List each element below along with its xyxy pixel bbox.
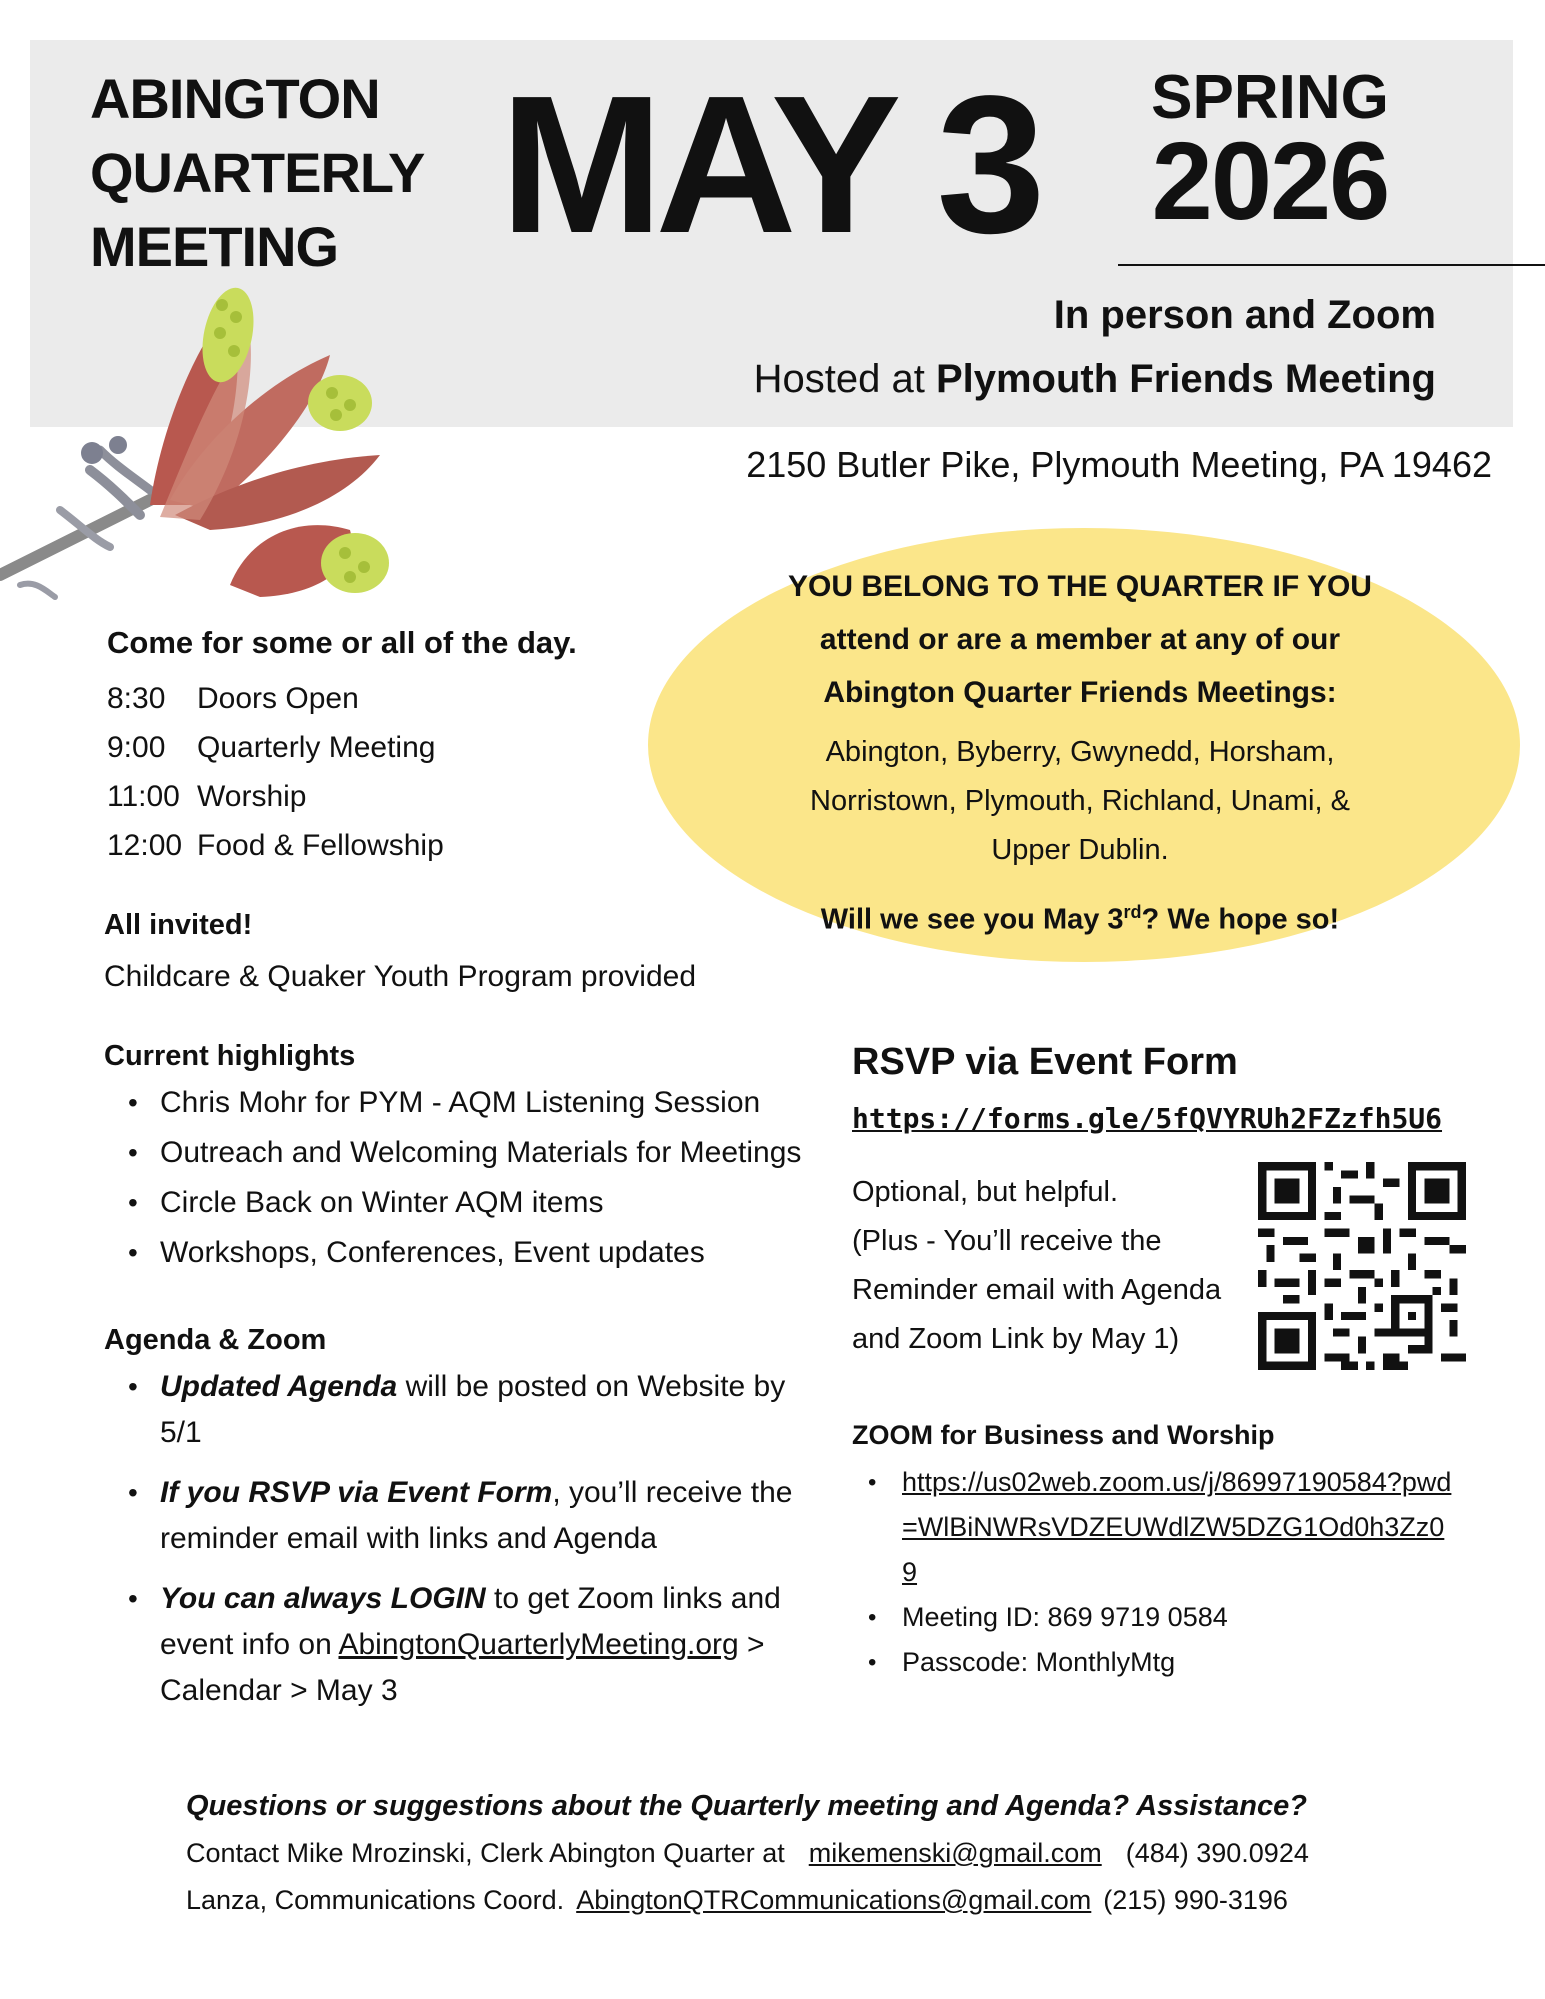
rsvp-form-link[interactable]: https://forms.gle/5fQVYRUh2FZzfh5U6 xyxy=(852,1102,1443,1135)
schedule-heading: Come for some or all of the day. xyxy=(107,625,577,660)
list-item: • Passcode: MonthlyMtg xyxy=(852,1640,1452,1685)
list-item: • Circle Back on Winter AQM items xyxy=(104,1178,824,1228)
agenda-text: will be posted on Website by 5/1 xyxy=(160,1370,786,1449)
contact-line-communications xyxy=(186,1877,1288,1923)
org-title xyxy=(90,62,470,284)
event-date: MAY 3 xyxy=(500,55,1038,274)
clerk-phone: (484) 390.0924 xyxy=(1125,1838,1309,1868)
ordinal-suffix: rd xyxy=(1123,902,1142,922)
communications-phone: (215) 990-3196 xyxy=(1103,1885,1288,1915)
event-address: 2150 Butler Pike, Plymouth Meeting, PA 19462 xyxy=(746,444,1492,485)
communications-email-link[interactable]: AbingtonQTRCommunications@gmail.com xyxy=(576,1885,1092,1915)
agenda-list xyxy=(104,1364,804,1714)
schedule-item xyxy=(107,723,667,772)
rsvp-note-line: (Plus - You’ll receive the xyxy=(852,1225,1162,1257)
schedule-time: 9:00 xyxy=(107,731,166,764)
rsvp-note-line: and Zoom Link by May 1) xyxy=(852,1323,1180,1355)
schedule-item xyxy=(107,772,667,821)
highlights-heading: Current highlights xyxy=(104,1040,356,1072)
membership-heading xyxy=(700,560,1460,719)
schedule-time: 11:00 xyxy=(107,780,180,813)
list-item: • Workshops, Conferences, Event updates xyxy=(104,1228,824,1278)
org-title-line: ABINGTON xyxy=(90,67,380,130)
rsvp-note-line: Reminder email with Agenda xyxy=(852,1274,1222,1306)
website-link[interactable]: AbingtonQuarterlyMeeting.org xyxy=(338,1628,739,1661)
host-line xyxy=(640,352,1436,406)
host-prefix: Hosted at xyxy=(753,357,925,401)
agenda-text: > Calendar > May 3 xyxy=(160,1628,765,1707)
schedule-item xyxy=(107,674,667,723)
agenda-emphasis: Updated Agenda xyxy=(160,1370,398,1403)
zoom-heading: ZOOM for Business and Worship xyxy=(852,1420,1275,1450)
agenda-heading: Agenda & Zoom xyxy=(104,1324,327,1356)
member-meetings-line: Abington, Byberry, Gwynedd, Horsham, xyxy=(825,736,1335,768)
agenda-emphasis: If you RSVP via Event Form xyxy=(160,1476,553,1509)
org-title-line: MEETING xyxy=(90,215,339,278)
qr-code[interactable] xyxy=(1258,1162,1466,1370)
zoom-details xyxy=(852,1460,1452,1685)
member-meetings-line: Upper Dublin. xyxy=(991,834,1169,866)
agenda-text: , you’ll receive the reminder email with links and Agenda xyxy=(160,1476,793,1555)
list-item: • Chris Mohr for PYM - AQM Listening Session xyxy=(104,1078,824,1128)
list-item xyxy=(104,1470,804,1562)
agenda-text: to get Zoom links and event info on xyxy=(160,1582,781,1661)
schedule-event: Doors Open xyxy=(197,682,359,715)
event-format: In person and Zoom xyxy=(1053,293,1436,337)
schedule-item xyxy=(107,821,667,870)
year-label: 2026 xyxy=(1151,120,1389,243)
schedule-event: Worship xyxy=(197,780,307,813)
schedule-event: Quarterly Meeting xyxy=(197,731,436,764)
list-item: • Outreach and Welcoming Materials for Meetings xyxy=(104,1128,824,1178)
list-item xyxy=(852,1460,1452,1595)
questions-heading: Questions or suggestions about the Quarterly meeting and Agenda? Assistance? xyxy=(186,1790,1307,1822)
schedule-list xyxy=(107,674,667,870)
rsvp-note-line: Optional, but helpful. xyxy=(852,1176,1119,1208)
closing-text: Will we see you May 3 xyxy=(820,903,1124,936)
rsvp-note xyxy=(852,1168,1252,1364)
contact-text: Contact Mike Mrozinski, Clerk Abington Quarter at xyxy=(186,1838,785,1868)
contact-line-clerk xyxy=(186,1830,1309,1876)
agenda-emphasis: You can always LOGIN xyxy=(160,1582,486,1615)
divider-line xyxy=(1118,264,1545,266)
highlights-list xyxy=(104,1078,824,1278)
rsvp-heading: RSVP via Event Form xyxy=(852,1041,1238,1083)
closing-text: ? We hope so! xyxy=(1141,903,1340,936)
contact-text: Lanza, Communications Coord. xyxy=(186,1885,565,1915)
clerk-email-link[interactable]: mikemenski@gmail.com xyxy=(808,1838,1102,1868)
budding-branch-image xyxy=(0,285,470,625)
list-item xyxy=(104,1364,804,1456)
host-name: Plymouth Friends Meeting xyxy=(935,357,1436,401)
member-meetings-line: Norristown, Plymouth, Richland, Unami, & xyxy=(810,785,1350,817)
membership-heading-line: Abington Quarter Friends Meetings: xyxy=(823,676,1337,709)
list-item: • Meeting ID: 869 9719 0584 xyxy=(852,1595,1452,1640)
schedule-event: Food & Fellowship xyxy=(197,829,444,862)
childcare-note: Childcare & Quaker Youth Program provided xyxy=(104,960,697,993)
member-meetings-list xyxy=(720,728,1440,875)
org-title-line: QUARTERLY xyxy=(90,141,425,204)
season-label: SPRING xyxy=(1151,63,1389,132)
membership-closing xyxy=(720,888,1440,944)
membership-heading-line: attend or are a member at any of our xyxy=(819,623,1341,656)
list-item xyxy=(104,1576,804,1714)
zoom-link[interactable]: https://us02web.zoom.us/j/86997190584?pwd=WlBiNWRsVDZEUWdlZW5DZG1Od0h3Zz09 xyxy=(902,1467,1452,1587)
membership-heading-line: YOU BELONG TO THE QUARTER IF YOU xyxy=(788,570,1372,603)
schedule-time: 8:30 xyxy=(107,682,166,715)
schedule-time: 12:00 xyxy=(107,829,183,862)
invite-heading: All invited! xyxy=(104,909,253,941)
